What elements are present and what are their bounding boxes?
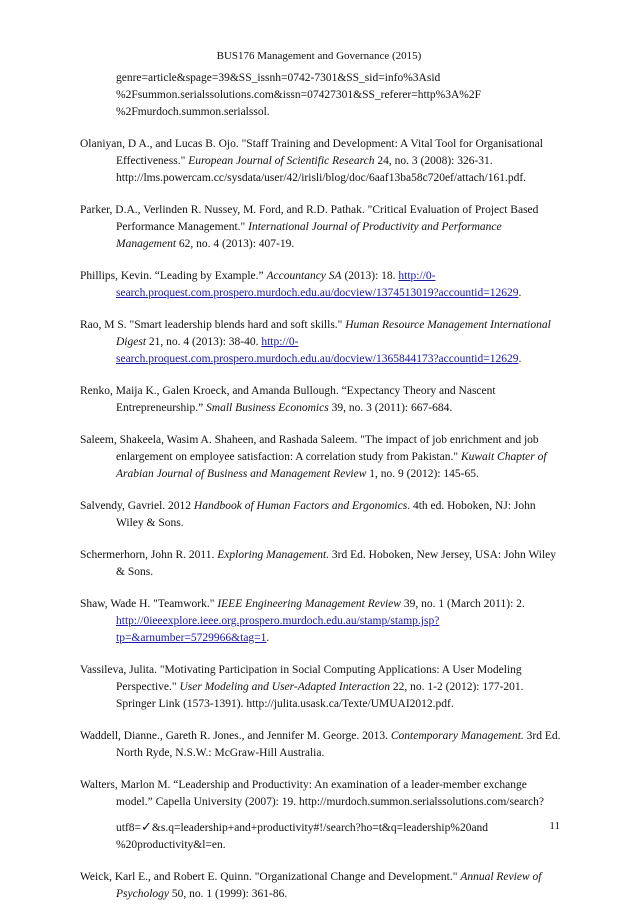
reference-shaw: Shaw, Wade H. "Teamwork." IEEE Engineering Management Review 39, no. 1 (March 2011): 2. http://0ieeexplore.ieee.org.prospero.murdoch.edu.au/stamp/stamp.jsp?tp=&arnumber=5729966&tag=1. bbox=[80, 598, 525, 644]
reference-olaniyan: Olaniyan, D A., and Lucas B. Ojo. "Staff Training and Development: A Vital Tool for Organisational Effectiveness." European Journal of Scientific Research 24, no. 3 (2008): 326-31. http://lms.powercam.cc/sysdata/user/42/irisli/blog/doc/6aaf13ba58c720ef/attach/161.pdf. bbox=[80, 138, 543, 184]
reference-walters: Walters, Marlon M. “Leadership and Productivity: An examination of a leader-member exchange model.” Capella University (2007): 19. http://murdoch.summon.serialssolutions.com/search? bbox=[80, 779, 544, 808]
running-header: BUS176 Management and Governance (2015) bbox=[216, 50, 422, 62]
reference-vassileva: Vassileva, Julita. "Motivating Participation in Social Computing Applications: A User Modeling Perspective." User Modeling and User-Adapted Interaction 22, no. 1-2 (2012): 177-201. Springer Link (1573-1391). http://julita.usask.ca/Texte/UMUAI2012.pdf. bbox=[80, 664, 524, 710]
reference-phillips: Phillips, Kevin. “Leading by Example.” Accountancy SA (2013): 18. http://0-search.proquest.com.prospero.murdoch.edu.au/docview/1374513019?accountid=12629. bbox=[80, 270, 522, 299]
reference-parker: Parker, D.A., Verlinden R. Nussey, M. Ford, and R.D. Pathak. "Critical Evaluation of Project Based Performance Management." International Journal of Productivity and Performance Management 62, no. 4 (2013): 407-19. bbox=[80, 204, 539, 250]
reference-renko: Renko, Maija K., Galen Kroeck, and Amanda Bullough. “Expectancy Theory and Nascent Entrepreneurship.” Small Business Economics 39, no. 3 (2011): 667-684. bbox=[80, 385, 496, 414]
reference-saleem: Saleem, Shakeela, Wasim A. Shaheen, and Rashada Saleem. "The impact of job enrichment and job enlargement on employee satisfaction: A correlation study from Pakistan." Kuwait Chapter of Arabian Journal of Business and Management Review 1, no. 9 (2012): 145-65. bbox=[80, 434, 547, 480]
reference-salvendy: Salvendy, Gavriel. 2012 Handbook of Human Factors and Ergonomics. 4th ed. Hoboken, NJ: John Wiley & Sons. bbox=[80, 500, 536, 529]
reference-schermerhorn: Schermerhorn, John R. 2011. Exploring Management. 3rd Ed. Hoboken, New Jersey, USA: John Wiley & Sons. bbox=[80, 549, 556, 578]
reference-weick: Weick, Karl E., and Robert E. Quinn. "Organizational Change and Development." Annual Review of Psychology 50, no. 1 (1999): 361-86. bbox=[80, 871, 542, 900]
reference-walters-continued: utf8=✓&s.q=leadership+and+productivity#!/search?ho=t&q=leadership%20and %20productivity&l=en. bbox=[116, 819, 489, 851]
reference-waddell: Waddell, Dianne., Gareth R. Jones., and Jennifer M. George. 2013. Contemporary Management. 3rd Ed. North Ryde, N.S.W.: McGraw-Hill Australia. bbox=[80, 730, 561, 759]
reference-link[interactable]: http://0-search.proquest.com.prospero.murdoch.edu.au/docview/1374513019?accountid=12629 bbox=[116, 270, 519, 299]
checkmark-icon: ✓ bbox=[141, 819, 152, 834]
reference-link[interactable]: http://0-search.proquest.com.prospero.murdoch.edu.au/docview/1365844173?accountid=12629 bbox=[116, 336, 519, 365]
reference-continuation: genre=article&spage=39&SS_issnh=0742-7301&SS_sid=info%3Asid %2Fsummon.serialssolutions.com&issn=07427301&SS_referer=http%3A%2F %2Fmurdoch.summon.serialssol. bbox=[116, 72, 481, 118]
reference-rao: Rao, M S. "Smart leadership blends hard and soft skills." Human Resource Management International Digest 21, no. 4 (2013): 38-40. http://0-search.proquest.com.prospero.murdoch.edu.au/docview/1365844173?accountid=12629. bbox=[80, 319, 551, 365]
reference-link[interactable]: http://0ieeexplore.ieee.org.prospero.murdoch.edu.au/stamp/stamp.jsp?tp=&arnumber=5729966&tag=1 bbox=[116, 615, 440, 644]
reference-list bbox=[80, 70, 562, 918]
page-number: 11 bbox=[549, 820, 560, 832]
